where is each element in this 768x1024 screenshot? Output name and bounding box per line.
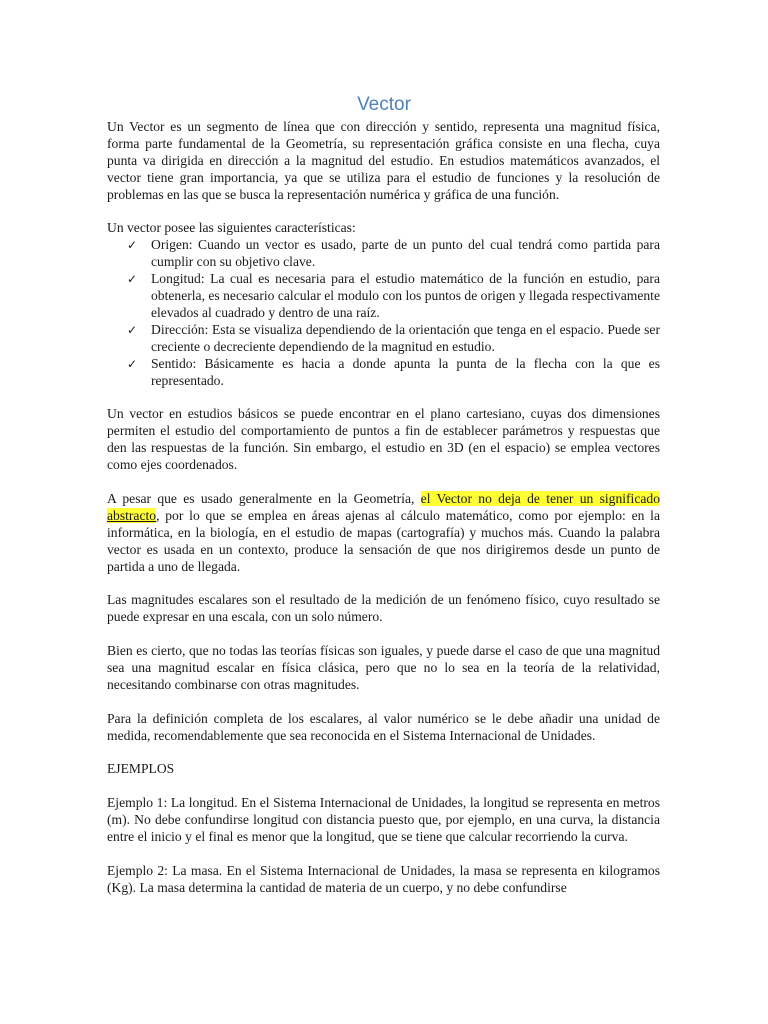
list-item-text: Origen: Cuando un vector es usado, parte de un punto del cual tendrá como partida para cumplir con su objetivo clave.	[151, 237, 660, 270]
checkmark-icon: ✓	[127, 272, 138, 287]
document-title: Vector	[357, 94, 411, 115]
highlighted-text: el Vector no deja de tener un significado	[420, 490, 660, 506]
document-body	[107, 119, 660, 913]
paragraph-definition: Un Vector es un segmento de línea que con dirección y sentido, representa una magnitud física, forma parte fundamental de la Geometría, su representación gráfica consiste en una flecha, cuya punta va dirigida en dirección a la magnitud del estudio. En estudios matemáticos avanzados, el vector tiene gran importancia, ya que se utiliza para el estudio de funciones y la resolución de problemas en las que se busca la representación numérica y gráfica de una función.	[107, 119, 660, 202]
list-item	[107, 237, 660, 271]
list-item-text: Longitud: La cual es necesaria para el estudio matemático de la función en estudio, para obtenerla, es necesario calcular el modulo con los puntos de origen y llegada respectivamente elevados al cuadrado y dentro de una raíz.	[151, 271, 660, 320]
paragraph-theories: Bien es cierto, que no todas las teorías físicas son iguales, y puede darse el caso de que una magnitud sea una magnitud escalar en física clásica, pero que no lo sea en la teoría de la relatividad, necesitando combinarse con otras magnitudes.	[107, 643, 660, 692]
paragraph-abstract-start: A pesar que es usado generalmente en la Geometría,	[107, 490, 421, 506]
example-2: Ejemplo 2: La masa. En el Sistema Internacional de Unidades, la masa se representa en kilogramos (Kg). La masa determina la cantidad de materia de un cuerpo, y no debe confundirse	[107, 862, 660, 895]
list-item-text: Dirección: Esta se visualiza dependiendo de la orientación que tenga en el espacio. Puede ser creciente o decreciente dependiendo de la magnitud en estudio.	[151, 321, 660, 354]
list-item	[107, 322, 660, 356]
highlighted-underlined-text: abstracto	[107, 507, 157, 523]
examples-heading: EJEMPLOS	[107, 761, 175, 777]
list-item	[107, 356, 660, 390]
checkmark-icon: ✓	[127, 238, 138, 253]
paragraph-definition-scalars: Para la definición completa de los escalares, al valor numérico se le debe añadir una unidad de medida, recomendablemente que sea reconocida en el Sistema Internacional de Unidades.	[107, 710, 660, 743]
characteristics-list	[107, 237, 660, 389]
example-1: Ejemplo 1: La longitud. En el Sistema Internacional de Unidades, la longitud se representa en metros (m). No debe confundirse longitud con distancia puesto que, por ejemplo, en una curva, la distancia entre el inicio y el final es menor que la longitud, que se tiene que calcular recorriendo la curva.	[107, 795, 660, 844]
paragraph-cartesian: Un vector en estudios básicos se puede encontrar en el plano cartesiano, cuyas dos dimensiones permiten el estudio del comportamiento de puntos a fin de establecer parámetros y respuestas que den las respuestas de la función. Sin embargo, el estudio en 3D (en el espacio) se emplea vectores como ejes coordenados.	[107, 406, 660, 473]
paragraph-scalars: Las magnitudes escalares son el resultado de la medición de un fenómeno físico, cuyo resultado se puede expresar en una escala, con un solo número.	[107, 592, 660, 625]
checkmark-icon: ✓	[127, 322, 138, 337]
checkmark-icon: ✓	[127, 356, 138, 371]
list-intro: Un vector posee las siguientes características:	[107, 220, 356, 236]
list-item	[107, 271, 660, 322]
paragraph-abstract-end: , por lo que se emplea en áreas ajenas al cálculo matemático, como por ejemplo: en la informática, en la biología, en el estudio de mapas (cartografía) y muchos más. Cuando la palabra vector es usada en un contexto, produce la sensación de que nos dirigiremos desde un punto de partida a uno de llegada.	[107, 507, 660, 574]
paragraph-abstract	[107, 491, 660, 576]
list-item-text: Sentido: Básicamente es hacia a donde apunta la punta de la flecha con la que es representado.	[151, 355, 660, 388]
